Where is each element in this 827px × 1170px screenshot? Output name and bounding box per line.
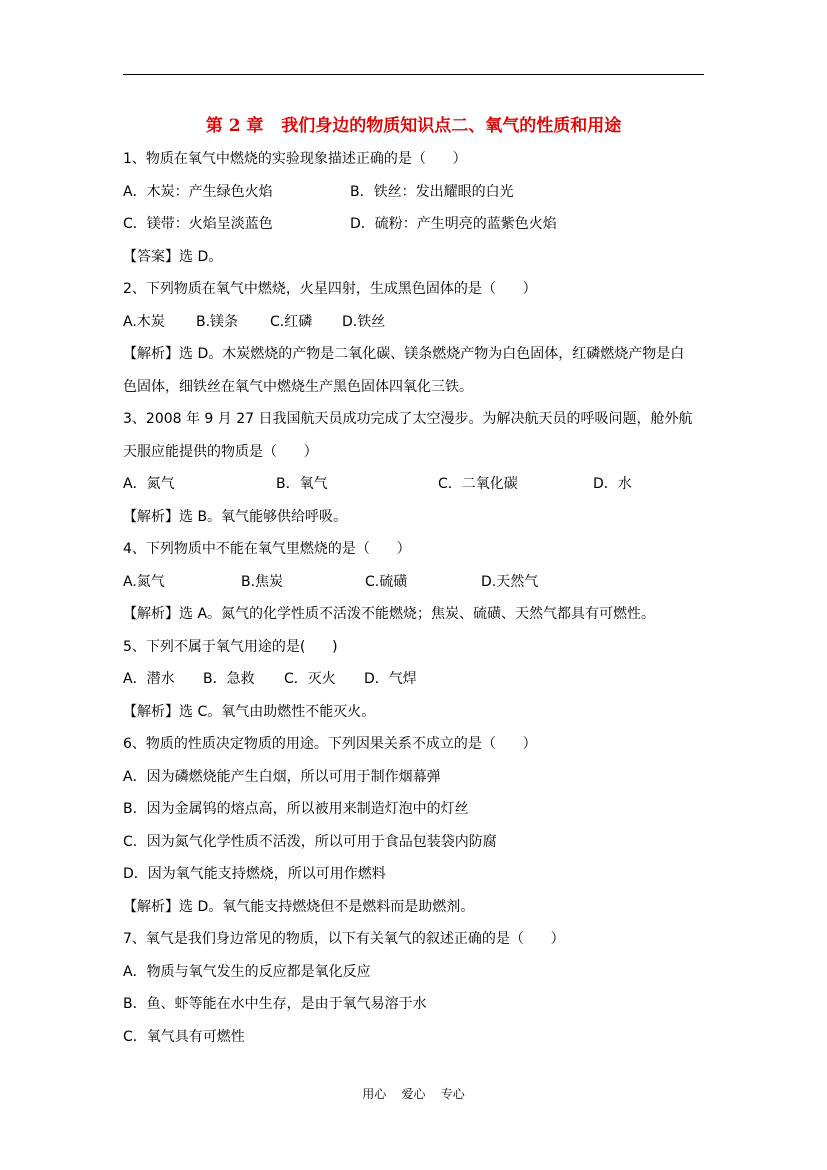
q6-option-c: C．因为氮气化学性质不活泼，所以可用于食品包装袋内防腐 — [123, 834, 497, 850]
q3-stem-line2: 天服应能提供的物质是（ ） — [123, 444, 318, 460]
q2-option-d: D.铁丝 — [342, 314, 386, 330]
q6-option-d: D．因为氧气能支持燃烧，所以可用作燃料 — [123, 866, 386, 882]
q2-option-a: A.木炭 — [123, 314, 165, 330]
q4-option-d: D.天然气 — [481, 574, 539, 590]
q2-analysis-line1: 【解析】选 D。木炭燃烧的产物是二氧化碳、镁条燃烧产物为白色固体，红磷燃烧产物是白 — [123, 346, 685, 362]
q4-option-c: C.硫磺 — [365, 574, 408, 590]
q2-option-c: C.红磷 — [270, 314, 313, 330]
q4-option-a: A.氮气 — [123, 574, 165, 590]
q1-stem: 1、物质在氧气中燃烧的实验现象描述正确的是（ ） — [123, 151, 467, 167]
q5-analysis: 【解析】选 C。氧气由助燃性不能灭火。 — [123, 704, 376, 720]
q3-option-d: D．水 — [593, 476, 632, 492]
q1-option-a: A．木炭：产生绿色火焰 — [123, 184, 273, 200]
q5-option-c: C．灭火 — [284, 671, 336, 687]
q3-option-a: A．氮气 — [123, 476, 175, 492]
q1-option-d: D．硫粉：产生明亮的蓝紫色火焰 — [350, 216, 557, 232]
q1-option-b: B．铁丝：发出耀眼的白光 — [350, 184, 514, 200]
page-title: 第 2 章 我们身边的物质知识点二、氧气的性质和用途 — [205, 116, 622, 136]
q5-option-b: B．急救 — [203, 671, 255, 687]
page-footer: 用心 爱心 专心 — [362, 1087, 465, 1101]
q4-option-b: B.焦炭 — [241, 574, 284, 590]
q2-option-b: B.镁条 — [196, 314, 239, 330]
q4-analysis: 【解析】选 A。氮气的化学性质不活泼不能燃烧；焦炭、硫磺、天然气都具有可燃性。 — [123, 606, 656, 622]
q7-option-a: A．物质与氧气发生的反应都是氧化反应 — [123, 964, 371, 980]
q5-option-a: A．潜水 — [123, 671, 175, 687]
q6-option-a: A．因为磷燃烧能产生白烟，所以可用于制作烟幕弹 — [123, 769, 441, 785]
q7-stem: 7、氧气是我们身边常见的物质，以下有关氧气的叙述正确的是（ ） — [123, 931, 565, 947]
q3-analysis: 【解析】选 B。氧气能够供给呼吸。 — [123, 509, 348, 525]
q3-stem-line1: 3、2008 年 9 月 27 日我国航天员成功完成了太空漫步。为解决航天员的呼吸问题，舱外航 — [123, 411, 693, 427]
q3-option-b: B．氧气 — [276, 476, 328, 492]
q7-option-c: C．氧气具有可燃性 — [123, 1029, 245, 1045]
q6-stem: 6、物质的性质决定物质的用途。下列因果关系不成立的是（ ） — [123, 736, 537, 752]
q5-option-d: D．气焊 — [364, 671, 417, 687]
header-rule — [123, 74, 704, 75]
q1-option-c: C．镁带：火焰呈淡蓝色 — [123, 216, 273, 232]
q3-option-c: C．二氧化碳 — [438, 476, 518, 492]
q4-stem: 4、下列物质中不能在氧气里燃烧的是（ ） — [123, 541, 411, 557]
q7-option-b: B．鱼、虾等能在水中生存，是由于氧气易溶于水 — [123, 996, 427, 1012]
q2-stem: 2、下列物质在氧气中燃烧，火星四射，生成黑色固体的是（ ） — [123, 281, 537, 297]
q6-option-b: B．因为金属钨的熔点高，所以被用来制造灯泡中的灯丝 — [123, 801, 469, 817]
q6-analysis: 【解析】选 D。氧气能支持燃烧但不是燃料而是助燃剂。 — [123, 899, 475, 915]
q2-analysis-line2: 色固体，细铁丝在氧气中燃烧生产黑色固体四氧化三铁。 — [123, 379, 473, 395]
q5-stem: 5、下列不属于氧气用途的是( ) — [123, 639, 338, 655]
q1-answer: 【答案】选 D。 — [123, 249, 223, 265]
